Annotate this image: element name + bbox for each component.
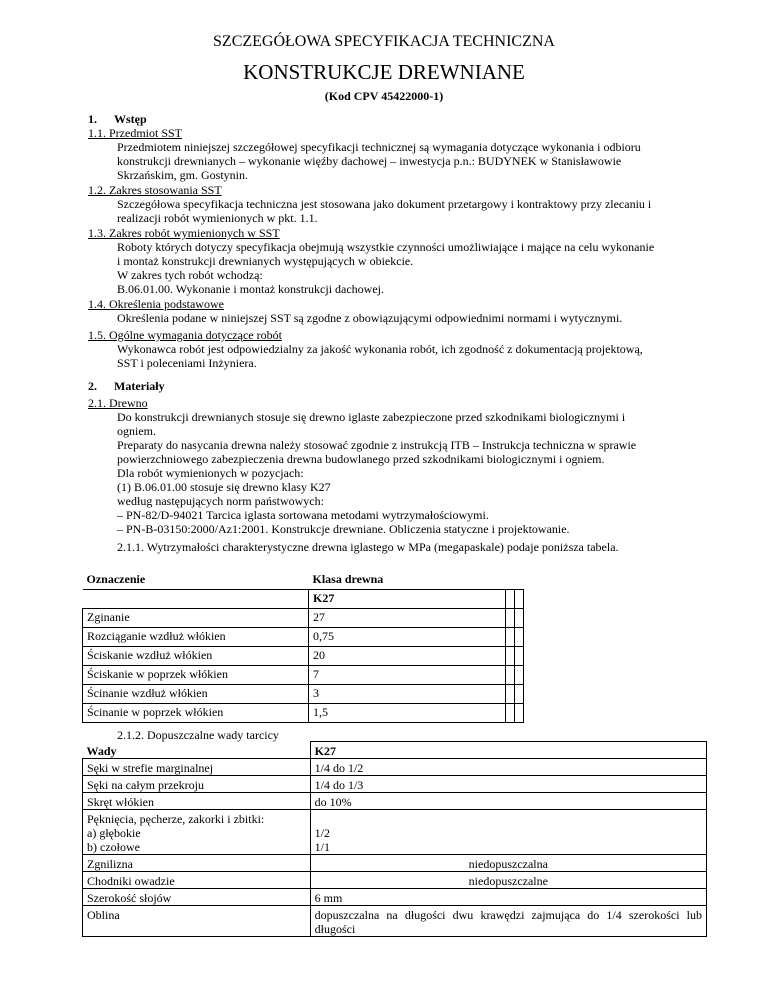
table-header-cell: Klasa drewna [312,572,384,586]
text-line: powierzchniowego zabezpieczenia drewna budowlanego przed szkodnikami biologicznymi i ogniem. [117,452,605,466]
table-row [83,906,707,937]
text-line: – PN-B-03150:2000/Az1:2001. Konstrukcje drewniane. Obliczenia statyczne i projektowanie. [117,522,570,536]
cpv-code: (Kod CPV 45422000-1) [324,89,444,103]
section-2-1-text [117,410,707,536]
table-cell: Sęki na całym przekroju [83,776,311,793]
text-line: 2.1.1. Wytrzymałości charakterystyczne drewna iglastego w MPa (megapaskale) podaje poniższa tabela. [117,540,619,554]
table-header-cell: K27 [310,742,706,759]
text-line: Przedmiotem niniejszej szczegółowej specyfikacji technicznej są wymagania dotyczące wykonania i odbioru [117,140,641,154]
text-line: B.06.01.00. Wykonanie i montaż konstrukcji dachowej. [117,282,385,296]
table-cell: niedopuszczalne [310,872,706,889]
text-line: realizacji robót wymienionych w pkt. 1.1. [117,211,318,225]
table-row [83,685,524,704]
section-1-1-text [117,140,707,182]
table-row [83,872,707,889]
table-row [83,810,707,855]
text-line: Do konstrukcji drewnianych stosuje się drewno iglaste zabezpieczone przed szkodnikami biologicznymi i [117,410,626,424]
table-cell: 3 [309,685,506,704]
text-line: Dla robót wymienionych w pozycjach: [117,466,304,480]
text-line: i montaż konstrukcji drewnianych występujących w obiekcie. [117,254,414,268]
table-header-row [83,571,524,590]
table-header-cell: Oznaczenie [83,571,309,590]
section-1-3-heading: 1.3. Zakres robót wymienionych w SST [88,226,280,240]
table-cell: Chodniki owadzie [83,872,311,889]
table-header-cell: Wady [83,742,311,759]
table-cell: 27 [309,609,506,628]
text-line: według następujących norm państwowych: [117,494,324,508]
section-1-5-text [117,342,707,370]
section-1-4-text [117,311,707,325]
section-1-heading [88,112,147,126]
section-2-heading [88,379,165,393]
table-cell: 1/4 do 1/3 [310,776,706,793]
table-cell: 0,75 [309,628,506,647]
section-1-title: Wstęp [114,112,147,126]
table-cell: niedopuszczalna [310,855,706,872]
table-row [83,889,707,906]
section-1-5-heading: 1.5. Ogólne wymagania dotyczące robót [88,328,282,342]
table-row [83,793,707,810]
section-2-1-2-text [117,728,707,742]
text-line: SST i poleceniami Inżyniera. [117,356,257,370]
section-1-4-heading: 1.4. Określenia podstawowe [88,297,224,311]
text-line: (1) B.06.01.00 stosuje się drewno klasy K27 [117,480,331,494]
section-2-1-heading: 2.1. Drewno [88,396,148,410]
table-cell: Szerokość słojów [83,889,311,906]
table-row [83,666,524,685]
table-cell: Ściskanie w poprzek włókien [83,666,309,685]
table-row [83,759,707,776]
document-subtitle: KONSTRUKCJE DREWNIANE [243,60,525,84]
section-2-number: 2. [88,379,97,393]
text-line: ogniem. [117,424,156,438]
cell-line: Pęknięcia, pęcherze, zakorki i zbitki: [87,812,265,826]
table-row [83,776,707,793]
text-line: konstrukcji drewnianych – wykonanie więźby dachowej – inwestycja p.n.: BUDYNEK w Stanisławowie [117,154,622,168]
text-line: 2.1.2. Dopuszczalne wady tarcicy [117,728,279,742]
table-cell: 20 [309,647,506,666]
text-line: – PN-82/D-94021 Tarcica iglasta sortowana metodami wytrzymałościowymi. [117,508,489,522]
cell-line: 1/1 [314,840,330,854]
table-cell: Rozciąganie wzdłuż włókien [83,628,309,647]
table-cell: Oblina [83,906,311,937]
cell-line: b) czołowe [87,840,140,854]
cell-line: 1/2 [314,826,330,840]
table-cell: 1,5 [309,704,506,723]
section-1-2-heading: 1.2. Zakres stosowania SST [88,183,222,197]
table-cell: Ścinanie wzdłuż włókien [83,685,309,704]
defects-table [82,741,707,937]
table-row [83,609,524,628]
table-cell [83,810,311,855]
table-cell: Zgnilizna [83,855,311,872]
table-row [83,855,707,872]
text-line: Roboty których dotyczy specyfikacja obejmują wszystkie czynności umożliwiające i mające na celu wykonanie [117,240,655,254]
section-2-title: Materiały [114,379,165,393]
text-line: Skrzańskim, gm. Gostynin. [117,168,248,182]
table-cell: Ścinanie w poprzek włókien [83,704,309,723]
table-header-row [83,742,707,759]
table-cell [310,810,706,855]
table-cell: 7 [309,666,506,685]
table-cell: Ściskanie wzdłuż włókien [83,647,309,666]
table-row [83,647,524,666]
table-cell: Skręt włókien [83,793,311,810]
text-line: Szczegółowa specyfikacja techniczna jest stosowana jako dokument przetargowy i kontraktowy przy zlecaniu i [117,197,652,211]
table-cell: do 10% [310,793,706,810]
table-row [83,590,524,609]
text-line: W zakres tych robót wchodzą: [117,268,263,282]
text-line: Określenia podane w niniejszej SST są zgodne z obowiązującymi odpowiednimi normami i wytycznymi. [117,311,623,325]
table-row [83,628,524,647]
section-1-3-text [117,240,707,296]
table-cell: Sęki w strefie marginalnej [83,759,311,776]
section-2-1-1-text [117,540,707,554]
text-line: Preparaty do nasycania drewna należy stosować zgodnie z instrukcją ITB – Instrukcja techniczna w sprawie [117,438,637,452]
table-row [83,704,524,723]
table-cell: 1/4 do 1/2 [310,759,706,776]
cell-line: a) głębokie [87,826,141,840]
table-cell: Zginanie [83,609,309,628]
table-cell: K27 [309,590,506,609]
text-line: Wykonawca robót jest odpowiedzialny za jakość wykonania robót, ich zgodność z dokumentacją projektową, [117,342,643,356]
table-cell: dopuszczalna na długości dwu krawędzi zajmująca do 1/4 szerokości lub długości [310,906,706,937]
document-title: SZCZEGÓŁOWA SPECYFIKACJA TECHNICZNA [213,33,555,50]
table-cell: 6 mm [310,889,706,906]
strength-table [82,571,524,723]
section-1-2-text [117,197,707,225]
section-1-1-heading: 1.1. Przedmiot SST [88,126,183,140]
section-1-number: 1. [88,112,97,126]
